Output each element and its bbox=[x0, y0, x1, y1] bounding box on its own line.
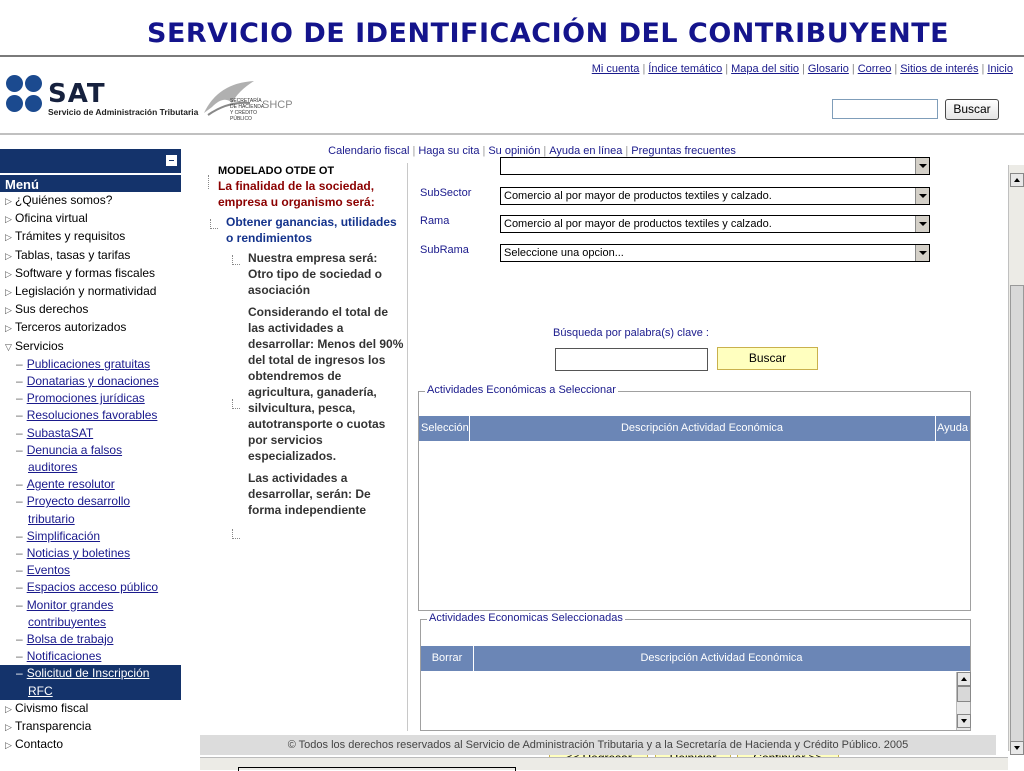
subsector-label: SubSector bbox=[420, 187, 472, 199]
col-descripcion: Descripción Actividad Económica bbox=[640, 652, 803, 664]
menu-item-civismo[interactable]: ▷ Civismo fiscal bbox=[0, 700, 181, 718]
scroll-down-icon[interactable] bbox=[1010, 741, 1024, 755]
menu-subitem-cont[interactable]: contribuyentes bbox=[28, 614, 107, 629]
menu-item-oficina-virtual[interactable]: ▷ Oficina virtual bbox=[0, 210, 181, 228]
activity-form bbox=[410, 163, 1010, 731]
menu-subitem[interactable]: – Simplificación bbox=[16, 528, 101, 543]
triangle-right-icon: ▷ bbox=[5, 740, 12, 751]
link-indice-tematico[interactable]: Índice temático bbox=[648, 63, 723, 75]
selected-activities-title: Actividades Economicas Seleccionadas bbox=[429, 612, 623, 624]
col-descripcion: Descripción Actividad Económica bbox=[620, 422, 784, 434]
menu-item-tramites[interactable]: ▷ Trámites y requisitos bbox=[0, 228, 181, 246]
link-ayuda-en-linea[interactable]: Ayuda en línea bbox=[549, 145, 623, 157]
menu-subitem[interactable]: – Publicaciones gratuitas bbox=[16, 356, 151, 371]
triangle-right-icon: ▷ bbox=[5, 214, 12, 225]
sat-logo-subtitle: Servicio de Administración Tributaria bbox=[48, 107, 199, 117]
activities-table-header bbox=[419, 416, 970, 441]
menu-subitem-cont[interactable]: tributario bbox=[28, 511, 75, 526]
tree-connector bbox=[232, 264, 240, 265]
menu-subitem[interactable]: – Eventos bbox=[16, 563, 71, 578]
triangle-right-icon: ▷ bbox=[5, 250, 12, 261]
activities-to-select-group bbox=[418, 384, 971, 611]
browser-page bbox=[0, 55, 1024, 768]
tree-connector bbox=[232, 408, 240, 409]
top-links: Mi cuenta | Índice temático | Mapa del sitio | Glosario | Correo | Sitios de interés | Inicio bbox=[589, 63, 1016, 75]
triangle-right-icon: ▷ bbox=[5, 232, 12, 243]
link-inicio[interactable]: Inicio bbox=[987, 63, 1013, 75]
menu-item-contacto[interactable]: ▷ Contacto bbox=[0, 736, 181, 754]
col-ayuda: Ayuda bbox=[937, 422, 968, 434]
link-su-opinion[interactable]: Su opinión bbox=[488, 145, 541, 157]
scroll-up-icon[interactable] bbox=[957, 672, 971, 686]
tree-connector bbox=[232, 538, 240, 539]
menu-item-transparencia[interactable]: ▷ Transparencia bbox=[0, 718, 181, 736]
menu-title: Menú bbox=[0, 173, 181, 192]
link-mapa-del-sitio[interactable]: Mapa del sitio bbox=[731, 63, 800, 75]
col-borrar: Borrar bbox=[431, 652, 463, 664]
triangle-right-icon: ▷ bbox=[5, 703, 12, 714]
menu-subitem[interactable]: – Noticias y boletines bbox=[16, 546, 131, 561]
menu-subitem-selected-cont[interactable]: RFC bbox=[0, 683, 181, 700]
subrama-select[interactable]: Seleccione una opcion... bbox=[500, 244, 930, 262]
selected-activities-group bbox=[420, 612, 971, 731]
tree-objetivo: Obtener ganancias, utilidades o rendimientos bbox=[226, 215, 397, 245]
sat-logo[interactable] bbox=[6, 75, 199, 119]
rama-label: Rama bbox=[420, 215, 450, 227]
activities-to-select-title: Actividades Económicas a Seleccionar bbox=[427, 384, 616, 396]
col-seleccion: Selección bbox=[421, 422, 469, 434]
tree-item: Considerando el total de las actividades a desarrollar: Menos del 90% del total de ingresos los obtendremos de agricultura, ganadería, silvicultura, pesca, autotransporte o cuotas por servicios especializados. bbox=[248, 305, 404, 463]
menu-subitem[interactable]: – Notificaciones bbox=[16, 649, 102, 664]
menu-subitem[interactable]: – Donatarias y donaciones bbox=[16, 374, 159, 389]
scroll-thumb[interactable] bbox=[1010, 285, 1024, 745]
selected-table-header bbox=[421, 646, 970, 671]
menu-subitem[interactable]: – SubastaSAT bbox=[16, 425, 94, 440]
menu-subitem[interactable]: – Denuncia a falsos bbox=[16, 442, 123, 457]
slide-title: SERVICIO DE IDENTIFICACIÓN DEL CONTRIBUYENTE bbox=[147, 18, 950, 49]
tree-finalidad: La finalidad de la sociedad, empresa u organismo será: bbox=[218, 179, 375, 209]
link-calendario-fiscal[interactable]: Calendario fiscal bbox=[328, 145, 410, 157]
menu-subitem[interactable]: – Agente resolutor bbox=[16, 477, 115, 492]
tree-connector bbox=[210, 228, 218, 229]
chevron-down-icon bbox=[915, 216, 929, 232]
keyword-input[interactable] bbox=[555, 348, 708, 371]
link-mi-cuenta[interactable]: Mi cuenta bbox=[591, 63, 640, 75]
menu-item-servicios[interactable]: ▽ Servicios bbox=[0, 338, 181, 356]
menu-item-tablas[interactable]: ▷ Tablas, tasas y tarifas bbox=[0, 247, 181, 265]
rama-select[interactable]: Comercio al por mayor de productos textiles y calzado. bbox=[500, 215, 930, 233]
tree-item: Las actividades a desarrollar, serán: De forma independiente bbox=[248, 471, 371, 517]
sat-dots-icon bbox=[6, 75, 44, 115]
shcp-logo bbox=[198, 73, 293, 122]
page-scrollbar[interactable] bbox=[1008, 165, 1024, 751]
tree-items bbox=[248, 250, 406, 524]
menu-subitem[interactable]: – Espacios acceso público bbox=[16, 580, 159, 595]
window-edge bbox=[238, 767, 516, 771]
triangle-right-icon: ▷ bbox=[5, 287, 12, 298]
menu-subitem-selected[interactable]: – Solicitud de Inscripción bbox=[0, 665, 181, 682]
shcp-text: SECRETARÍA DE HACIENDA Y CRÉDITO PÚBLICO bbox=[230, 98, 264, 122]
chevron-down-icon bbox=[915, 188, 929, 204]
menu-subitem[interactable]: – Bolsa de trabajo bbox=[16, 632, 114, 647]
secondary-nav: Calendario fiscal | Haga su cita | Su opinión | Ayuda en línea | Preguntas frecuentes bbox=[0, 145, 1024, 157]
triangle-right-icon: ▷ bbox=[5, 196, 12, 206]
sidebar-menu bbox=[0, 149, 181, 752]
summary-tree bbox=[200, 163, 408, 731]
minimize-icon[interactable] bbox=[166, 155, 177, 166]
link-glosario[interactable]: Glosario bbox=[807, 63, 849, 75]
subsector-select[interactable]: Comercio al por mayor de productos textiles y calzado. bbox=[500, 187, 930, 205]
menu-item-quienes-somos[interactable]: ▷ ¿Quiénes somos? bbox=[0, 192, 181, 210]
header-divider bbox=[0, 133, 1024, 135]
menu-subitem[interactable]: – Promociones jurídicas bbox=[16, 391, 145, 406]
menu-subitem[interactable]: – Resoluciones favorables bbox=[16, 408, 158, 423]
site-search-input[interactable] bbox=[832, 99, 938, 119]
selected-table-scrollbar[interactable] bbox=[956, 672, 970, 730]
scroll-down-icon[interactable] bbox=[957, 714, 971, 728]
menu-subitem[interactable]: – Monitor grandes bbox=[16, 597, 114, 612]
link-preguntas-frecuentes[interactable]: Preguntas frecuentes bbox=[631, 145, 736, 157]
menu-item-legislacion[interactable]: ▷ Legislación y normatividad bbox=[0, 283, 181, 301]
tree-cut-text: MODELADO OTDE OT bbox=[218, 165, 335, 177]
triangle-down-icon: ▽ bbox=[5, 341, 12, 352]
menu-item-terceros[interactable]: ▷ Terceros autorizados bbox=[0, 319, 181, 337]
link-sitios-de-interes[interactable]: Sitios de interés bbox=[900, 63, 979, 75]
menu-item-software[interactable]: ▷ Software y formas fiscales bbox=[0, 265, 181, 283]
subrama-label: SubRama bbox=[420, 244, 469, 256]
site-search-button[interactable]: Buscar bbox=[945, 99, 999, 120]
scroll-thumb[interactable] bbox=[957, 686, 971, 702]
shcp-abbr: SHCP bbox=[262, 99, 293, 111]
scroll-up-icon[interactable] bbox=[1010, 173, 1024, 187]
menu-item-sus-derechos[interactable]: ▷ Sus derechos bbox=[0, 301, 181, 319]
tree-connector bbox=[208, 175, 209, 189]
triangle-right-icon: ▷ bbox=[5, 323, 12, 334]
chevron-down-icon bbox=[915, 158, 929, 174]
menu-titlebar bbox=[0, 149, 181, 173]
sat-logo-word: SAT bbox=[48, 79, 106, 109]
triangle-right-icon: ▷ bbox=[5, 305, 12, 316]
sector-select-partial[interactable] bbox=[500, 157, 930, 175]
triangle-right-icon: ▷ bbox=[5, 722, 12, 733]
chevron-down-icon bbox=[915, 245, 929, 261]
footer-copyright: © Todos los derechos reservados al Servicio de Administración Tributaria y a la Secretaría de Hacienda y Crédito Público. 2005 bbox=[200, 735, 996, 755]
menu-subitem[interactable]: – Proyecto desarrollo bbox=[16, 494, 131, 509]
tree-item: Nuestra empresa será: Otro tipo de sociedad o asociación bbox=[248, 251, 383, 297]
keyword-label: Búsqueda por palabra(s) clave : bbox=[553, 327, 709, 339]
link-haga-su-cita[interactable]: Haga su cita bbox=[418, 145, 480, 157]
link-correo[interactable]: Correo bbox=[857, 63, 892, 75]
menu-subitem-cont[interactable]: auditores bbox=[28, 460, 78, 475]
keyword-search-button[interactable]: Buscar bbox=[717, 347, 818, 370]
triangle-right-icon: ▷ bbox=[5, 268, 12, 279]
